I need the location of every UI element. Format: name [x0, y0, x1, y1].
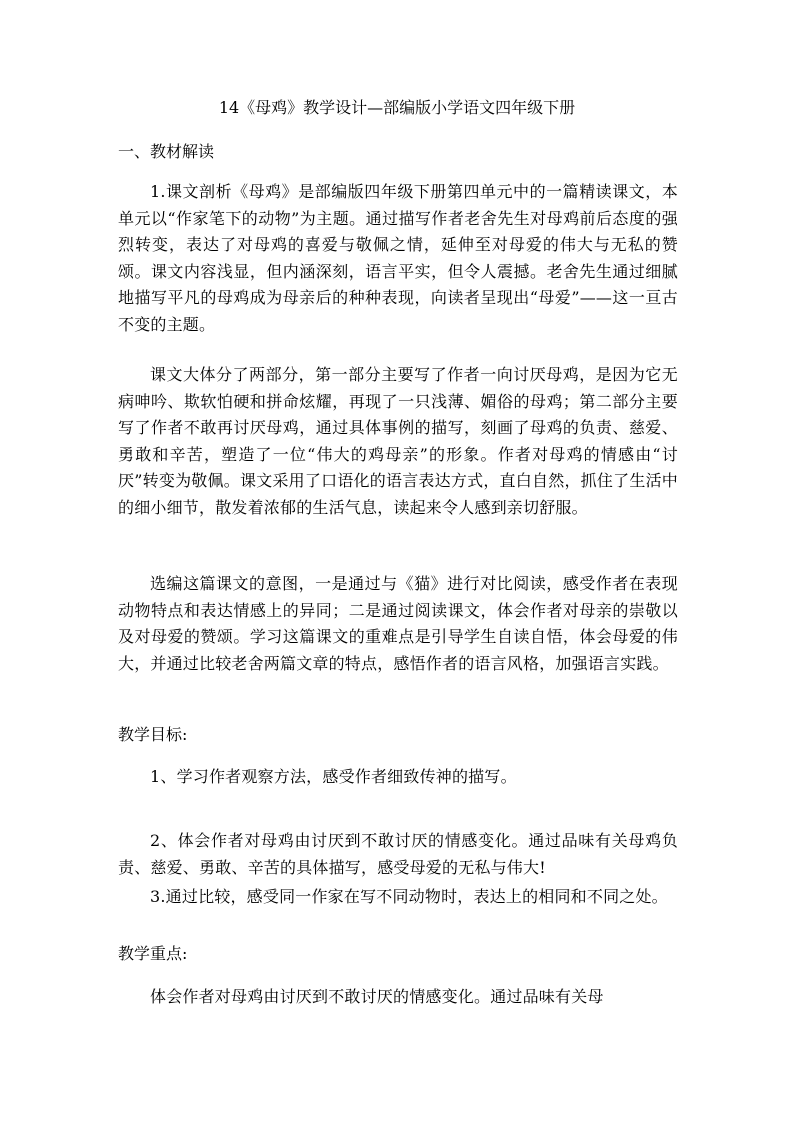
section-heading-textbook-reading: 一、教材解读 [118, 142, 215, 161]
goal-item-2: 2、体会作者对母鸡由讨厌到不敢讨厌的情感变化。通过品味有关母鸡负责、慈爱、勇敢、辛苦的具体描写，感受母爱的无私与伟大! [118, 831, 678, 877]
goal-item-1: 1、学习作者观察方法，感受作者细致传神的描写。 [150, 767, 517, 786]
paragraph-lesson-analysis: 1.课文剖析《母鸡》是部编版四年级下册第四单元中的一篇精读课文，本单元以“作家笔下的动物”为主题。通过描写作者老舍先生对母鸡前后态度的强烈转变，表达了对母鸡的喜爱与敬佩之情，延伸至对母爱的伟大与无私的赞颂。课文内容浅显，但内涵深刻，语言平实，但令人震撼。老舍先生通过细腻地描写平凡的母鸡成为母亲后的种种表现，向读者呈现出“母爱”——这一亘古不变的主题。 [118, 182, 678, 334]
section-heading-teaching-focus: 教学重点: [118, 944, 188, 963]
goal-item-3: 3.通过比较，感受同一作家在写不同动物时，表达上的相同和不同之处。 [150, 887, 668, 906]
paragraph-lesson-structure: 课文大体分了两部分，第一部分主要写了作者一向讨厌母鸡，是因为它无病呻吟、欺软怕硬和拼命炫耀，再现了一只浅薄、媚俗的母鸡；第二部分主要写了作者不敢再讨厌母鸡，通过具体事例的描写，刻画了母鸡的负责、慈爱、勇敢和辛苦，塑造了一位“伟大的鸡母亲”的形象。作者对母鸡的情感由“讨厌”转变为敬佩。课文采用了口语化的语言表达方式，直白自然，抓住了生活中的细小细节，散发着浓郁的生活气息，读起来令人感到亲切舒服。 [118, 365, 678, 517]
paragraph-selection-intent: 选编这篇课文的意图，一是通过与《猫》进行对比阅读，感受作者在表现动物特点和表达情感上的异同；二是通过阅读课文，体会作者对母亲的崇敬以及对母爱的赞颂。学习这篇课文的重难点是引导学生自读自悟，体会母爱的伟大，并通过比较老舍两篇文章的特点，感悟作者的语言风格，加强语言实践。 [118, 574, 678, 673]
document-title: 14《母鸡》教学设计—部编版小学语文四年级下册 [218, 98, 576, 117]
section-heading-teaching-goals: 教学目标: [118, 725, 188, 744]
paragraph-teaching-focus: 体会作者对母鸡由讨厌到不敢讨厌的情感变化。通过品味有关母 [150, 987, 604, 1006]
